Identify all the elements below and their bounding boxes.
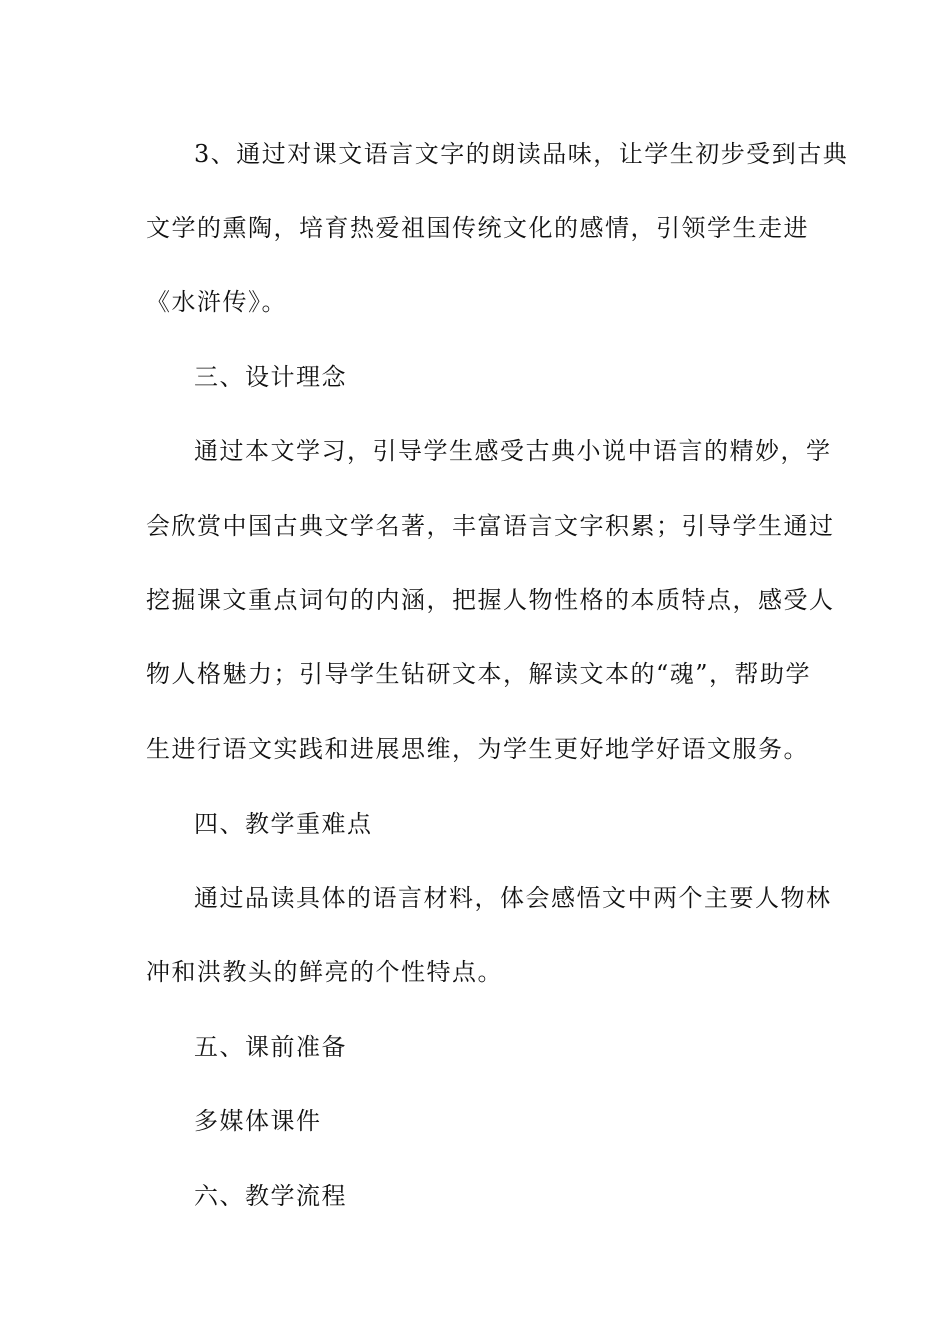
- section-heading: 四、教学重难点: [194, 810, 373, 838]
- paragraph-line: 多媒体课件: [194, 1107, 322, 1135]
- paragraph-line: 生进行语文实践和进展思维，为学生更好地学好语文服务。: [146, 735, 809, 763]
- section-heading: 六、教学流程: [194, 1182, 347, 1210]
- paragraph-line: 文学的熏陶，培育热爱祖国传统文化的感情，引领学生走进: [146, 214, 809, 242]
- paragraph-line: 挖掘课文重点词句的内涵，把握人物性格的本质特点，感受人: [146, 586, 835, 614]
- paragraph-line: 会欣赏中国古典文学名著，丰富语言文字积累；引导学生通过: [146, 512, 835, 540]
- paragraph-line: 3、通过对课文语言文字的朗读品味，让学生初步受到古典: [194, 140, 849, 168]
- paragraph-line: 《水浒传》。: [146, 288, 287, 316]
- paragraph-line: 通过本文学习，引导学生感受古典小说中语言的精妙，学: [194, 437, 832, 465]
- paragraph-line: 物人格魅力；引导学生钻研文本，解读文本的“魂”，帮助学: [146, 660, 812, 688]
- section-heading: 五、课前准备: [194, 1033, 347, 1061]
- paragraph-line: 通过品读具体的语言材料，体会感悟文中两个主要人物林: [194, 884, 832, 912]
- section-heading: 三、设计理念: [194, 363, 347, 391]
- paragraph-line: 冲和洪教头的鲜亮的个性特点。: [146, 958, 503, 986]
